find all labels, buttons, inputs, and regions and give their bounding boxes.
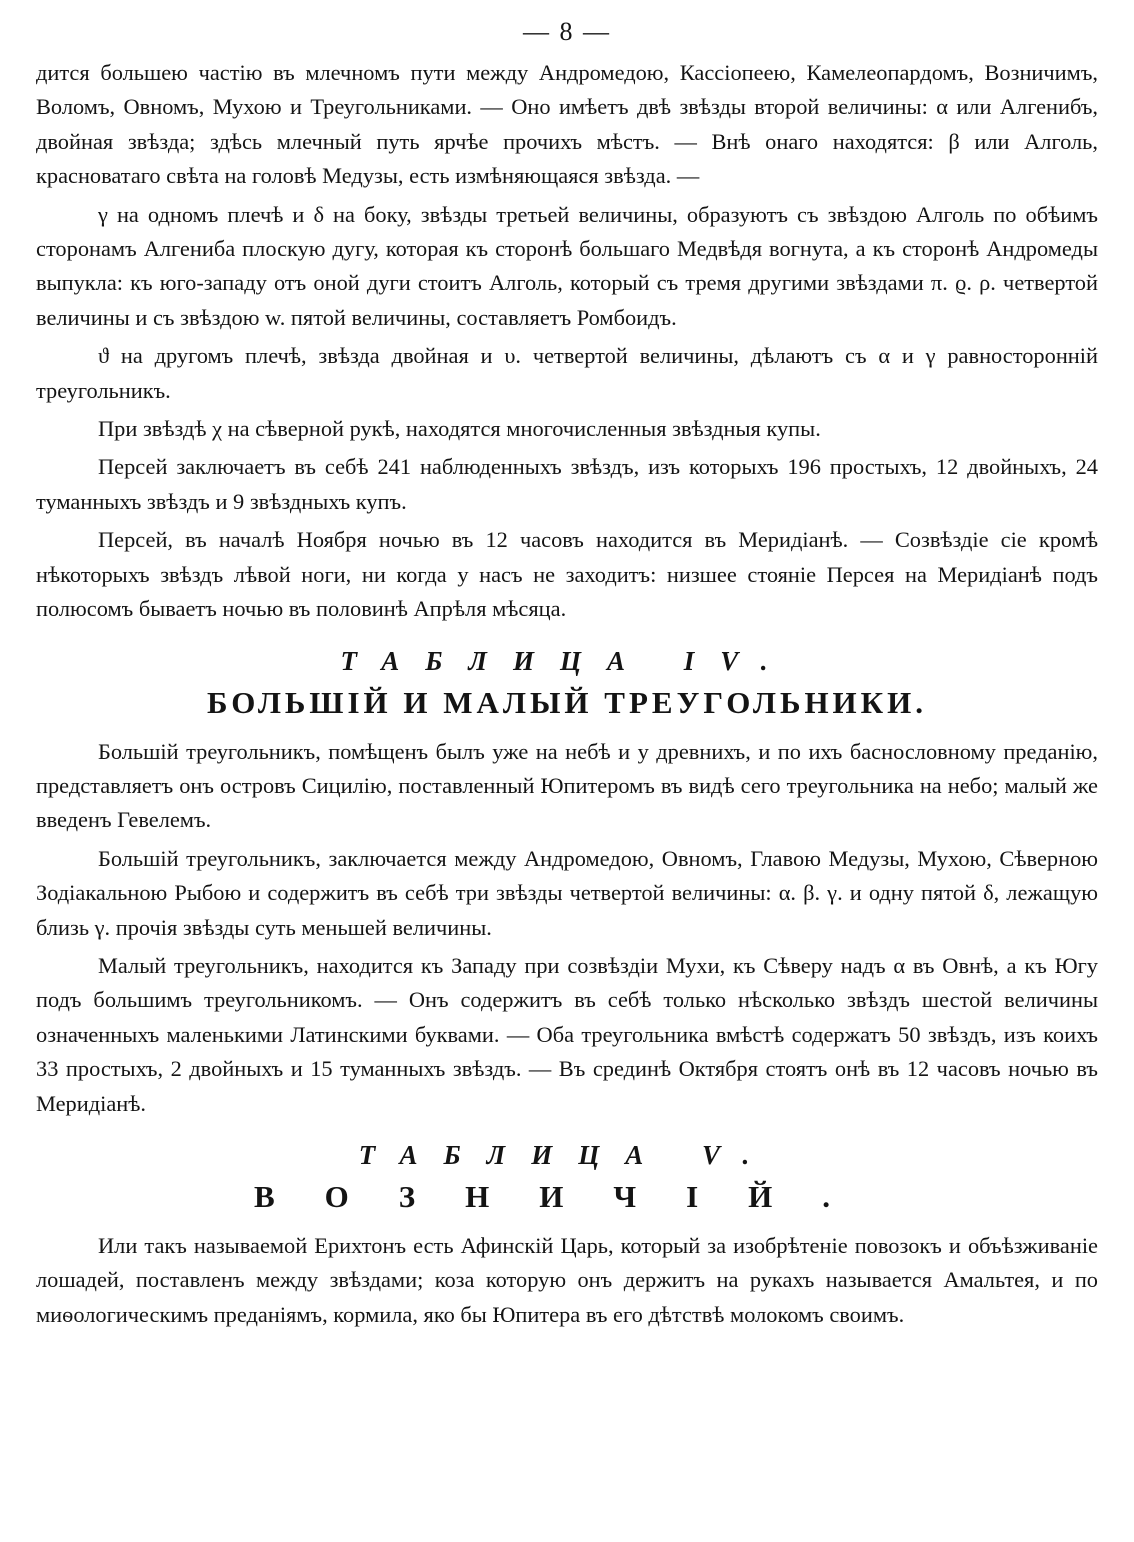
table-label: ТАБЛИЦА V. <box>358 1139 776 1170</box>
paragraph: Или такъ называемой Ерихтонъ есть Афинскiй Царь, который за изобрѣтеніе повозокъ и объѣзживаніе лошадей, поставленъ между звѣздами; коза которую онъ держитъ на рукахъ называется Амальтея, и по миѳологическимъ преданіямъ, кормила, яко бы Юпитера въ его дѣтствѣ молокомъ своимъ. <box>36 1232 1098 1327</box>
auriga-section <box>36 1135 1098 1332</box>
paragraph: Большiй треугольникъ, помѣщенъ былъ уже на небѣ и у древнихъ, и по ихъ баснословному преданію, представляетъ онъ островъ Сицилію, поставленный Юпитеромъ въ видѣ сего треугольника на небо; малый же введенъ Гевелемъ. <box>36 738 1098 833</box>
paragraph: Персей заключаетъ въ себѣ 241 наблюденныхъ звѣздъ, изъ которыхъ 196 простыхъ, 12 двойныхъ, 24 туманныхъ звѣздъ и 9 звѣздныхъ купъ. <box>36 454 1098 514</box>
page-number: — 8 — <box>523 17 611 46</box>
document-page <box>36 14 1098 1336</box>
section-title: ВОЗНИЧIЙ. <box>253 1178 881 1214</box>
paragraph: При звѣздѣ χ на сѣверной рукѣ, находятся многочисленныя звѣздныя купы. <box>98 416 821 442</box>
section-title: БОЛЬШIЙ И МАЛЫЙ ТРЕУГОЛЬНИКИ. <box>206 684 928 720</box>
paragraph: Малый треугольникъ, находится къ Западу при созвѣздіи Мухи, къ Сѣверу надъ α въ Овнѣ, а къ Югу подъ большимъ треугольникомъ. — Онъ содержитъ въ себѣ только нѣсколько звѣздъ шестой величины означенныхъ маленькими Латинскими буквами. — Оба треугольника вмѣстѣ содержатъ 50 звѣздъ, изъ коихъ 33 простыхъ, 2 двойныхъ и 15 туманныхъ звѣздъ. — Въ срединѣ Октября стоятъ онѣ въ 12 часовъ ночью въ Меридіанѣ. <box>36 952 1098 1116</box>
paragraph: дится большею частію въ млечномъ пути между Андромедою, Кассіопеею, Камелеопардомъ, Возничимъ, Воломъ, Овномъ, Мухою и Треугольниками. — Оно имѣетъ двѣ звѣзды второй величины: α или Алгенибъ, двойная звѣзда; здѣсь млечный путь ярчѣе прочихъ мѣстъ. — Внѣ онаго находятся: β или Алголь, красноватаго свѣта на головѣ Медузы, есть измѣняющаяся звѣзда. — <box>36 60 1098 189</box>
paragraph: Персей, въ началѣ Ноября ночью въ 12 часовъ находится въ Меридіанѣ. — Созвѣздіе сіе кромѣ нѣкоторыхъ звѣздъ лѣвой ноги, ни когда у насъ не заходитъ: низшее стояніе Персея на Меридіанѣ подъ полюсомъ бываетъ ночью въ половинѣ Апрѣля мѣсяца. <box>36 527 1098 622</box>
paragraph: ϑ на другомъ плечѣ, звѣзда двойная и υ. четвертой величины, дѣлаютъ съ α и γ равностороннiй треугольникъ. <box>36 343 1098 403</box>
paragraph: Большiй треугольникъ, заключается между Андромедою, Овномъ, Главою Медузы, Мухою, Сѣверною Зодіакальною Рыбою и содержитъ въ себѣ три звѣзды четвертой величины: α. β. γ. и одну пятой δ, лежащую близь γ. прочія звѣзды суть меньшей величины. <box>36 845 1098 940</box>
perseus-section <box>36 56 1098 627</box>
triangles-section <box>36 641 1098 1121</box>
paragraph: γ на одномъ плечѣ и δ на боку, звѣзды третьей величины, образуютъ съ звѣздою Алголь по обѣимъ сторонамъ Алгениба плоскую дугу, которая къ сторонѣ большаго Медвѣдя вогнута, а къ сторонѣ Андромеды выпукла: къ юго-западу отъ оной дуги стоитъ Алголь, который съ тремя другими звѣздами π. ϱ. ρ. четвертой величины и съ звѣздою w. пятой величины, составляетъ Ромбоидъ. <box>36 201 1098 330</box>
table-label: ТАБЛИЦА IV. <box>340 645 794 676</box>
